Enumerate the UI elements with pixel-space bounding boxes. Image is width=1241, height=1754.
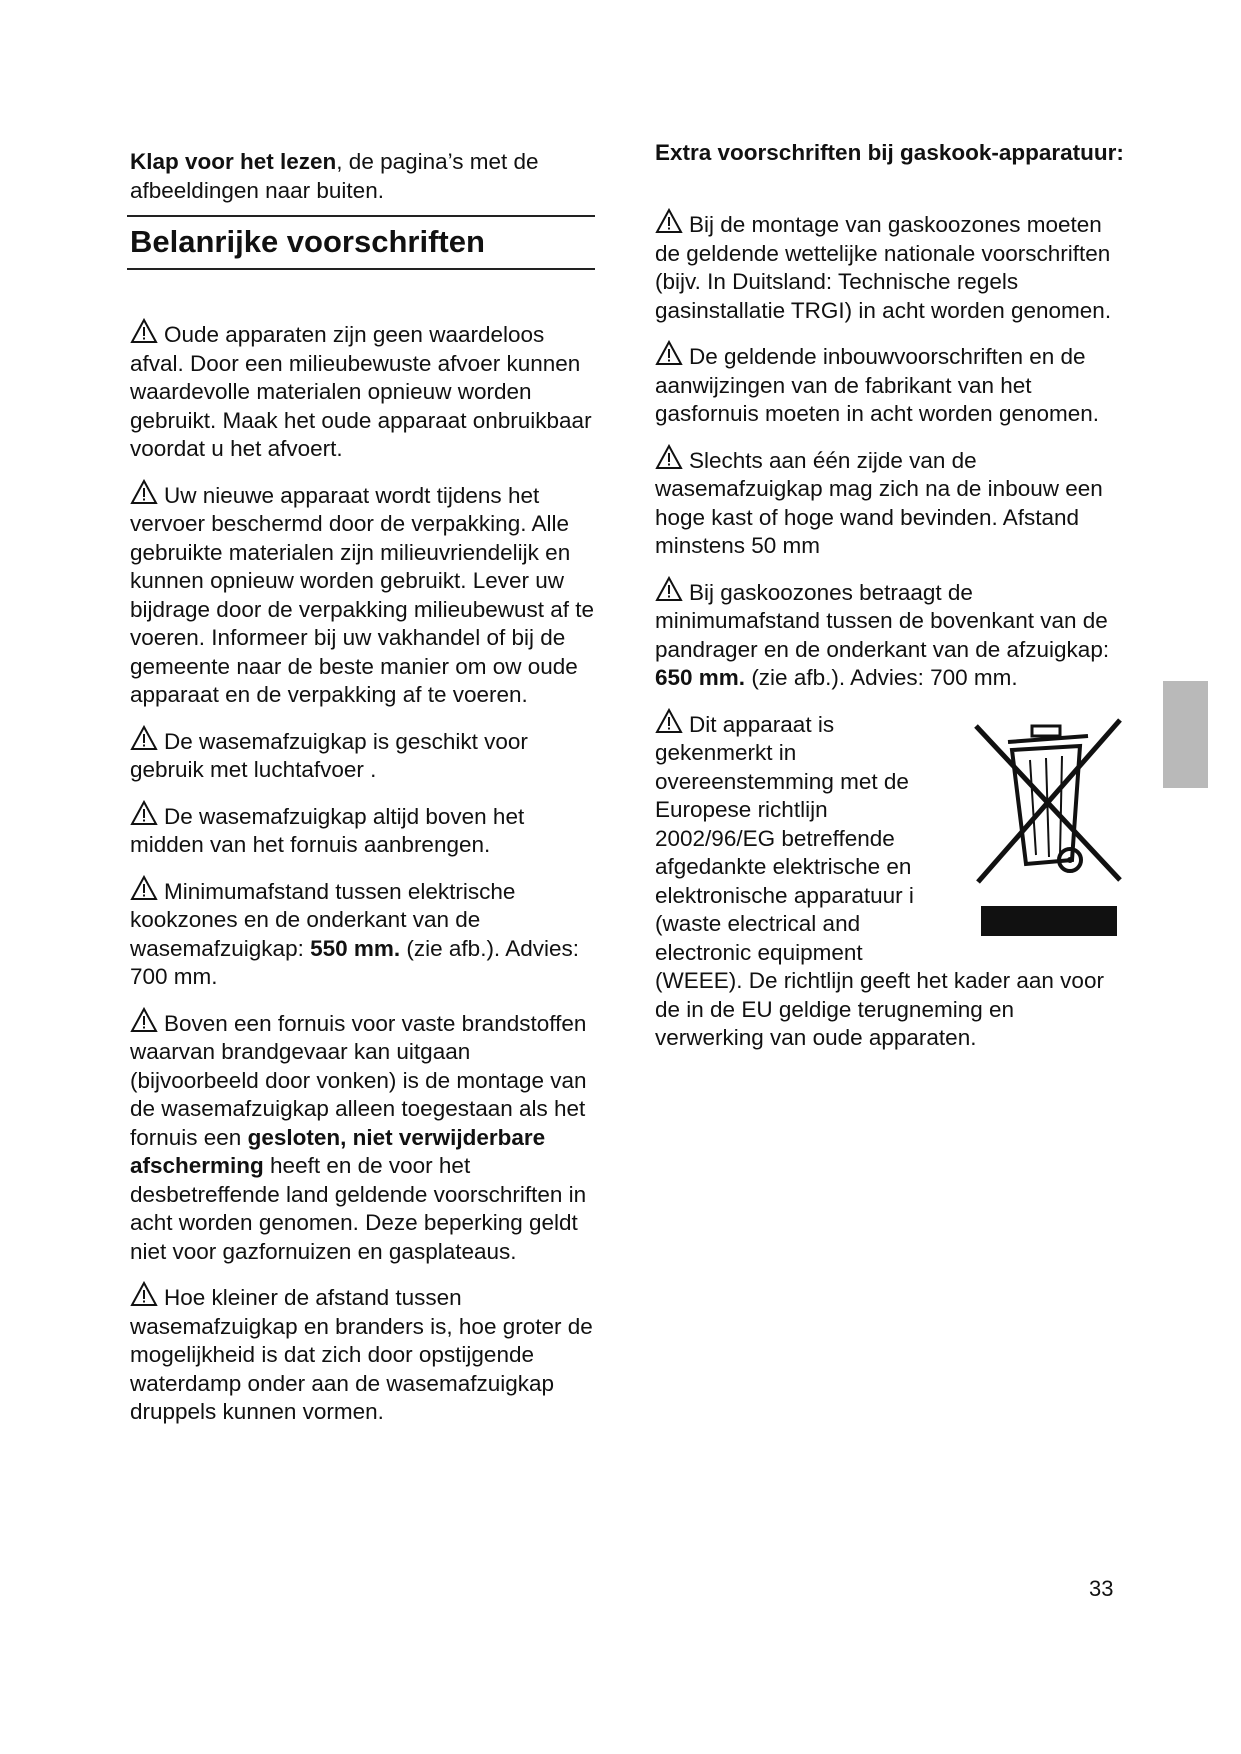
warning-item <box>130 875 600 992</box>
left-warnings <box>130 318 600 1442</box>
warning-item <box>655 208 1125 325</box>
warning-icon <box>655 708 683 734</box>
warning-item <box>655 444 1125 561</box>
warning-bold: 650 mm. <box>655 665 746 690</box>
weee-paragraph <box>655 708 945 968</box>
warning-icon <box>130 725 158 751</box>
warning-icon <box>655 340 683 366</box>
warning-item <box>130 800 600 860</box>
weee-text: Dit apparaat is gekenmerkt in overeenstemming met de Europese richtlijn 2002/96/EG betreffende afgedankte elektrische en elektronische apparatuur i (waste electrical and electronic equipment <box>655 711 914 965</box>
warning-text: Boven een fornuis voor vaste brandstoffen waarvan brandgevaar kan uitgaan (bijvoorbeeld door vonken) is de montage van de wasemafzuigkap alleen toegestaan als het fornuis een <box>130 1010 587 1150</box>
warning-text-post: (zie afb.). Advies: 700 mm. <box>130 935 579 989</box>
weee-black-bar <box>981 906 1117 936</box>
warning-text: Uw nieuwe apparaat wordt tijdens het vervoer beschermd door de verpakking. Alle gebruikte materialen zijn milieuvriendelijk en kunnen opnieuw worden gebruikt. Lever uw bijdrage door de verpakking milieubewust af te voeren. Informeer bij uw vakhandel of bij de gemeente naar de beste manier om ow oude apparaat en de verpakking af te voeren. <box>130 482 595 707</box>
warning-text: Oude apparaten zijn geen waardeloos afval. Door een milieubewuste afvoer kunnen waardevolle materialen opnieuw worden gebruikt. Maak het oude apparaat onbruikbaar voordat u het afvoert. <box>130 322 592 461</box>
weee-paragraph-continued: (WEEE). De richtlijn geeft het kader aan voor de in de EU geldige terugneming en verwerking van oude apparaten. <box>655 968 1104 1050</box>
title-rule-top <box>127 215 595 217</box>
warning-bold: 550 mm. <box>310 935 401 961</box>
warning-text: De geldende inbouwvoorschriften en de aanwijzingen van de fabrikant van het gasfornuis moeten in acht worden genomen. <box>655 344 1100 426</box>
warning-text: Bij gaskoozones betraagt de minimumafstand tussen de bovenkant van de pandrager en de onderkant van de afzuigkap: <box>655 579 1110 662</box>
warning-text: Slechts aan één zijde van de wasemafzuigkap mag zich na de inbouw een hoge kast of hoge wand bevinden. Afstand minstens 50 mm <box>655 447 1103 558</box>
warning-text-post: heeft en de voor het desbetreffende land geldende voorschriften in acht worden genomen. Deze beperking geldt niet voor gazfornuizen en gasplateaus. <box>130 1153 587 1264</box>
intro-bold: Klap voor het lezen <box>130 149 337 174</box>
warning-text: Minimumafstand tussen elektrische kookzones en de onderkant van de wasemafzuigkap: <box>130 878 516 961</box>
page-number: 33 <box>1089 1576 1114 1601</box>
warning-item <box>130 479 600 710</box>
intro-paragraph <box>130 148 600 205</box>
warning-item <box>130 1007 600 1267</box>
right-warnings <box>655 208 1125 1053</box>
warning-icon <box>130 800 158 826</box>
warning-icon <box>130 318 158 344</box>
warning-item <box>655 576 1125 693</box>
warning-item <box>130 725 600 785</box>
warning-text: Hoe kleiner de afstand tussen wasemafzuigkap en branders is, hoe groter de mogelijkheid is dat zich door opstijgende waterdamp onder aan de wasemafzuigkap druppels kunnen vormen. <box>130 1285 593 1424</box>
warning-icon <box>655 576 683 602</box>
title-rule-bottom <box>127 268 595 270</box>
warning-icon <box>130 1007 158 1033</box>
warning-item <box>130 318 600 464</box>
section-tab <box>1163 681 1208 788</box>
warning-text-post: (zie afb.). Advies: 700 mm. <box>745 665 1018 690</box>
warning-icon <box>130 875 158 901</box>
warning-icon <box>655 444 683 470</box>
warning-bold: gesloten, niet verwijderbare afscherming <box>130 1124 546 1178</box>
warning-text: Bij de montage van gaskoozones moeten de geldende wettelijke nationale voorschriften (bijv. In Duitsland: Technische regels gasinstallatie TRGI) in acht worden genomen. <box>655 212 1112 323</box>
warning-item <box>130 1281 600 1427</box>
warning-icon <box>130 479 158 505</box>
gas-section-title: Extra voorschriften bij gaskook-apparatuur: <box>655 140 1124 165</box>
warning-icon <box>130 1281 158 1307</box>
warning-text: De wasemafzuigkap is geschikt voor gebruik met luchtafvoer . <box>130 728 528 782</box>
warning-item <box>655 340 1125 429</box>
warning-text: De wasemafzuigkap altijd boven het midden van het fornuis aanbrengen. <box>130 803 525 857</box>
weee-block <box>655 708 1125 1053</box>
warning-icon <box>655 208 683 234</box>
intro-text: , de pagina’s met de afbeeldingen naar buiten. <box>130 149 539 203</box>
page-title: Belanrijke voorschriften <box>130 224 485 259</box>
